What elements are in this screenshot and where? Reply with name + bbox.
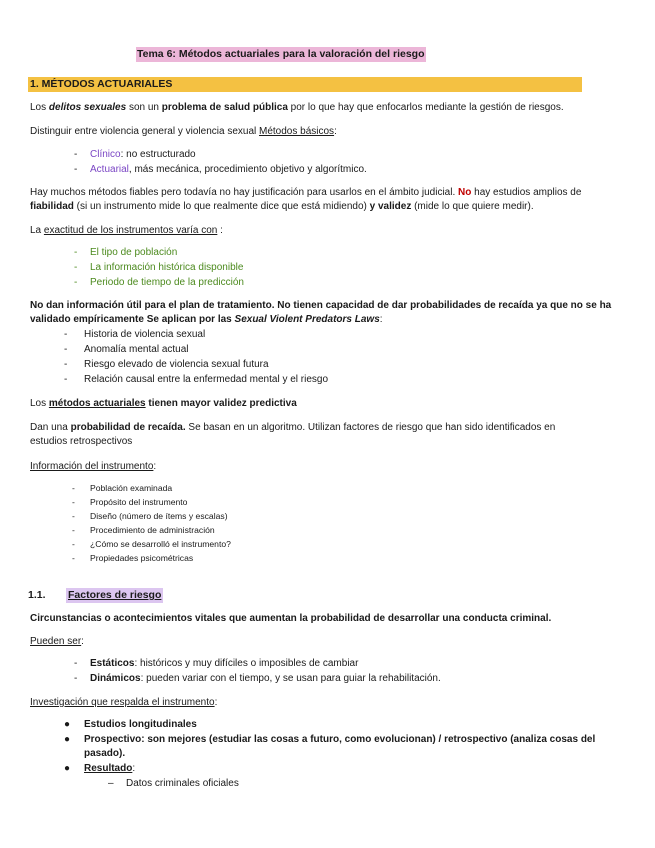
list-item-clinico bbox=[90, 148, 196, 162]
list-item-riesgo-elevado: Riesgo elevado de violencia sexual futura bbox=[84, 359, 269, 370]
text-run: Actuarial bbox=[90, 164, 129, 175]
text-run: Información del instrumento bbox=[30, 461, 154, 472]
paragraph-probabilidad-recaida-line2: estudios retrospectivos bbox=[30, 436, 133, 447]
text-run: : bbox=[334, 126, 337, 137]
list-dash: - bbox=[74, 262, 78, 273]
text-run: : pueden variar con el tiempo, y se usan para guiar la rehabilitación. bbox=[140, 673, 441, 684]
list-item-prospectivo-line1: Prospectivo: son mejores (estudiar las cosas a futuro, como evolucionan) / retrospectivo (analiza cosas del bbox=[84, 734, 596, 745]
list-item-estudios-longitudinales: Estudios longitudinales bbox=[84, 719, 197, 730]
text-run: Métodos básicos bbox=[259, 126, 335, 137]
text-run: , más mecánica, procedimiento objetivo y algorítmico. bbox=[128, 164, 367, 175]
list-item-propiedades: Propiedades psicométricas bbox=[90, 553, 194, 563]
paragraph-probabilidad-recaida-line1 bbox=[30, 421, 555, 435]
list-item-periodo-prediccion: Periodo de tiempo de la predicción bbox=[90, 277, 244, 288]
paragraph-metodos-fiables-line2 bbox=[30, 200, 534, 214]
list-item-resultado bbox=[84, 762, 135, 776]
list-dash: - bbox=[74, 247, 78, 258]
list-item-anomalia-mental: Anomalía mental actual bbox=[84, 344, 189, 355]
list-item-estaticos bbox=[90, 657, 358, 671]
text-run: Resultado bbox=[84, 763, 133, 774]
paragraph-pueden-ser bbox=[30, 635, 84, 649]
text-run: Dinámicos bbox=[90, 673, 141, 684]
list-dash: - bbox=[74, 673, 78, 684]
text-run: Los bbox=[30, 398, 49, 409]
text-run: métodos actuariales bbox=[48, 398, 146, 409]
list-dash: - bbox=[72, 553, 75, 563]
list-dash: - bbox=[64, 374, 68, 385]
paragraph-no-dan-informacion-line1: No dan información útil para el plan de tratamiento. No tienen capacidad de dar probabilidades de recaída ya que no se ha bbox=[30, 300, 612, 311]
text-run: probabilidad de recaída. bbox=[70, 422, 186, 433]
list-dash: - bbox=[74, 658, 78, 669]
text-run: : bbox=[379, 314, 383, 325]
list-item-procedimiento: Procedimiento de administración bbox=[90, 525, 215, 535]
paragraph-informacion-instrumento bbox=[30, 460, 156, 474]
paragraph-exactitud bbox=[30, 224, 223, 238]
text-run: Los bbox=[30, 102, 49, 113]
paragraph-no-dan-informacion-line2 bbox=[30, 313, 383, 327]
text-run: Hay muchos métodos fiables pero todavía no hay justificación para usarlos en el ámbito judicial. bbox=[30, 187, 459, 198]
text-run: : no estructurado bbox=[120, 149, 196, 160]
text-run: (si un instrumento mide lo que realmente dice que está midiendo) bbox=[73, 201, 370, 212]
list-dash: - bbox=[64, 344, 68, 355]
list-item-poblacion-examinada: Población examinada bbox=[90, 483, 173, 493]
text-run: Se basan en un algoritmo. Utilizan factores de riesgo que han sido identificados en bbox=[185, 422, 556, 433]
list-item-historia-violencia: Historia de violencia sexual bbox=[84, 329, 206, 340]
paragraph-circunstancias: Circunstancias o acontecimientos vitales que aumentan la probabilidad de desarrollar una conducta criminal. bbox=[30, 613, 552, 624]
text-run: : bbox=[132, 763, 136, 774]
paragraph-mayor-validez bbox=[30, 397, 297, 411]
text-run: Clínico bbox=[90, 149, 121, 160]
list-dash: - bbox=[74, 149, 78, 160]
paragraph-delitos-sexuales bbox=[30, 101, 564, 115]
text-run: No bbox=[458, 187, 472, 198]
text-run: Sexual Violent Predators Laws bbox=[234, 314, 380, 325]
list-dash: - bbox=[72, 511, 75, 521]
list-item-dinamicos bbox=[90, 672, 441, 686]
text-run: : bbox=[153, 461, 157, 472]
list-item-tipo-poblacion: El tipo de población bbox=[90, 247, 178, 258]
paragraph-metodos-fiables-line1 bbox=[30, 186, 581, 200]
list-dash: - bbox=[74, 277, 78, 288]
text-run: por lo que hay que enfocarlos mediante la gestión de riesgos. bbox=[287, 102, 564, 113]
text-run: : históricos y muy difíciles o imposibles de cambiar bbox=[134, 658, 359, 669]
list-item-diseno: Diseño (número de ítems y escalas) bbox=[90, 511, 228, 521]
text-run: validado empíricamente Se aplican por las bbox=[30, 314, 235, 325]
subsection-heading-factores-riesgo: Factores de riesgo bbox=[68, 589, 162, 601]
text-run: : bbox=[214, 697, 218, 708]
list-item-como-se-desarrollo: ¿Cómo se desarrolló el instrumento? bbox=[90, 539, 231, 549]
text-run: son un bbox=[126, 102, 162, 113]
list-item-datos-criminales: Datos criminales oficiales bbox=[126, 778, 239, 789]
text-run: hay estudios amplios de bbox=[471, 187, 582, 198]
list-dash: - bbox=[72, 539, 75, 549]
list-dash: - bbox=[72, 483, 75, 493]
bullet-icon: ● bbox=[64, 719, 71, 730]
text-run: Pueden ser bbox=[30, 636, 82, 647]
text-run: Distinguir entre violencia general y violencia sexual bbox=[30, 126, 260, 137]
text-run: fiabilidad bbox=[30, 201, 74, 212]
text-run: delitos sexuales bbox=[48, 102, 127, 113]
text-run: Dan una bbox=[30, 422, 71, 433]
list-item-actuarial bbox=[90, 163, 367, 177]
bullet-icon: ● bbox=[64, 763, 71, 774]
bullet-icon: ● bbox=[64, 734, 71, 745]
list-dash: - bbox=[72, 497, 75, 507]
text-run: La bbox=[30, 225, 44, 236]
list-dash: - bbox=[74, 164, 78, 175]
paragraph-investigacion bbox=[30, 696, 217, 710]
subsection-number: 1.1. bbox=[28, 589, 46, 601]
text-run: Investigación que respalda el instrumento bbox=[30, 697, 215, 708]
list-dash: – bbox=[108, 778, 114, 789]
list-dash: - bbox=[64, 359, 68, 370]
text-run: : bbox=[217, 225, 223, 236]
text-run: tienen mayor validez predictiva bbox=[145, 398, 297, 409]
list-dash: - bbox=[64, 329, 68, 340]
text-run: Estáticos bbox=[90, 658, 135, 669]
list-item-informacion-historica: La información histórica disponible bbox=[90, 262, 244, 273]
page-title: Tema 6: Métodos actuariales para la valoración del riesgo bbox=[137, 48, 425, 60]
list-item-proposito: Propósito del instrumento bbox=[90, 497, 188, 507]
text-run: (mide lo que quiere medir). bbox=[411, 201, 534, 212]
list-dash: - bbox=[72, 525, 75, 535]
text-run: : bbox=[81, 636, 84, 647]
list-item-prospectivo-line2: pasado). bbox=[84, 748, 126, 759]
section-heading-metodos-actuariales: 1. MÉTODOS ACTUARIALES bbox=[28, 77, 582, 92]
paragraph-distinguir bbox=[30, 125, 337, 139]
text-run: exactitud de los instrumentos varía con bbox=[43, 225, 218, 236]
text-run: problema de salud pública bbox=[161, 102, 288, 113]
text-run: y validez bbox=[369, 201, 412, 212]
list-item-relacion-causal: Relación causal entre la enfermedad mental y el riesgo bbox=[84, 374, 329, 385]
